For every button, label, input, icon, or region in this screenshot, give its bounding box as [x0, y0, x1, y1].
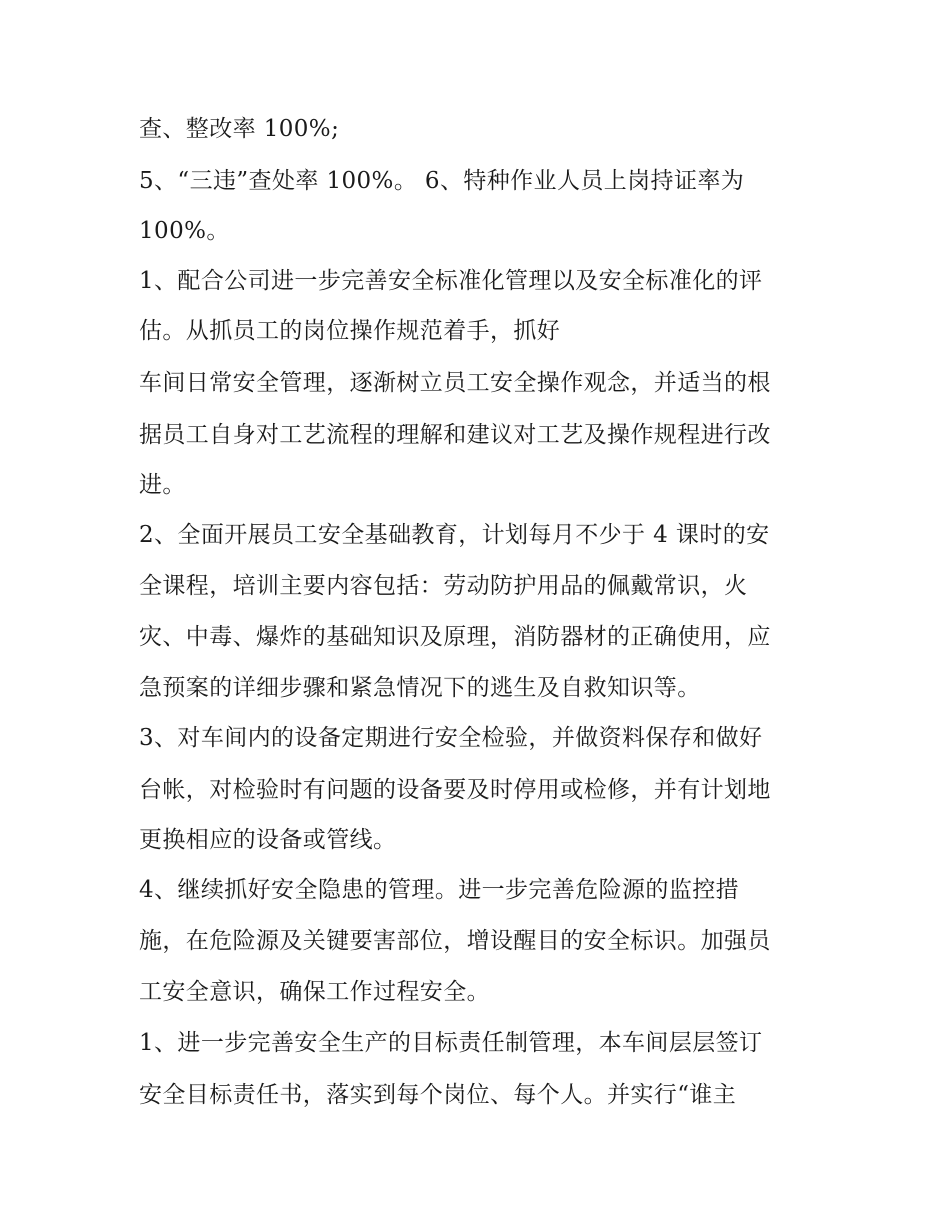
text-line: 估。从抓员工的岗位操作规范着手，抓好	[139, 318, 561, 344]
text-line: 1、进一步完善安全生产的目标责任制管理，本车间层层签订	[139, 1030, 763, 1056]
text-line: 安全目标责任书，落实到每个岗位、每个人。并实行“谁主	[139, 1082, 737, 1108]
text-line: 施，在危险源及关键要害部位，增设醒目的安全标识。加强员	[139, 928, 771, 954]
text-line: 3、对车间内的设备定期进行安全检验，并做资料保存和做好	[139, 725, 763, 751]
text-line: 据员工自身对工艺流程的理解和建议对工艺及操作规程进行改	[139, 422, 771, 448]
text-line: 查、整改率 100%;	[139, 116, 340, 142]
text-line: 4、继续抓好安全隐患的管理。进一步完善危险源的监控措	[139, 877, 740, 903]
text-line: 全课程，培训主要内容包括：劳动防护用品的佩戴常识，火	[139, 573, 748, 599]
text-line: 2、全面开展员工安全基础教育，计划每月不少于 4 课时的安	[139, 522, 770, 548]
text-line: 100%。	[139, 218, 230, 244]
text-line: 5、“三违”查处率 100%。 6、特种作业人员上岗持证率为	[139, 168, 745, 194]
text-line: 急预案的详细步骤和紧急情况下的逃生及自救知识等。	[139, 675, 701, 701]
text-line: 工安全意识，确保工作过程安全。	[139, 979, 490, 1005]
text-line: 更换相应的设备或管线。	[139, 827, 397, 853]
text-line: 灾、中毒、爆炸的基础知识及原理，消防器材的正确使用，应	[139, 624, 771, 650]
text-line: 1、配合公司进一步完善安全标准化管理以及安全标准化的评	[139, 268, 763, 294]
text-line: 台帐，对检验时有问题的设备要及时停用或检修，并有计划地	[139, 777, 771, 803]
text-line: 车间日常安全管理，逐渐树立员工安全操作观念，并适当的根	[139, 370, 771, 396]
text-line: 进。	[139, 472, 186, 498]
